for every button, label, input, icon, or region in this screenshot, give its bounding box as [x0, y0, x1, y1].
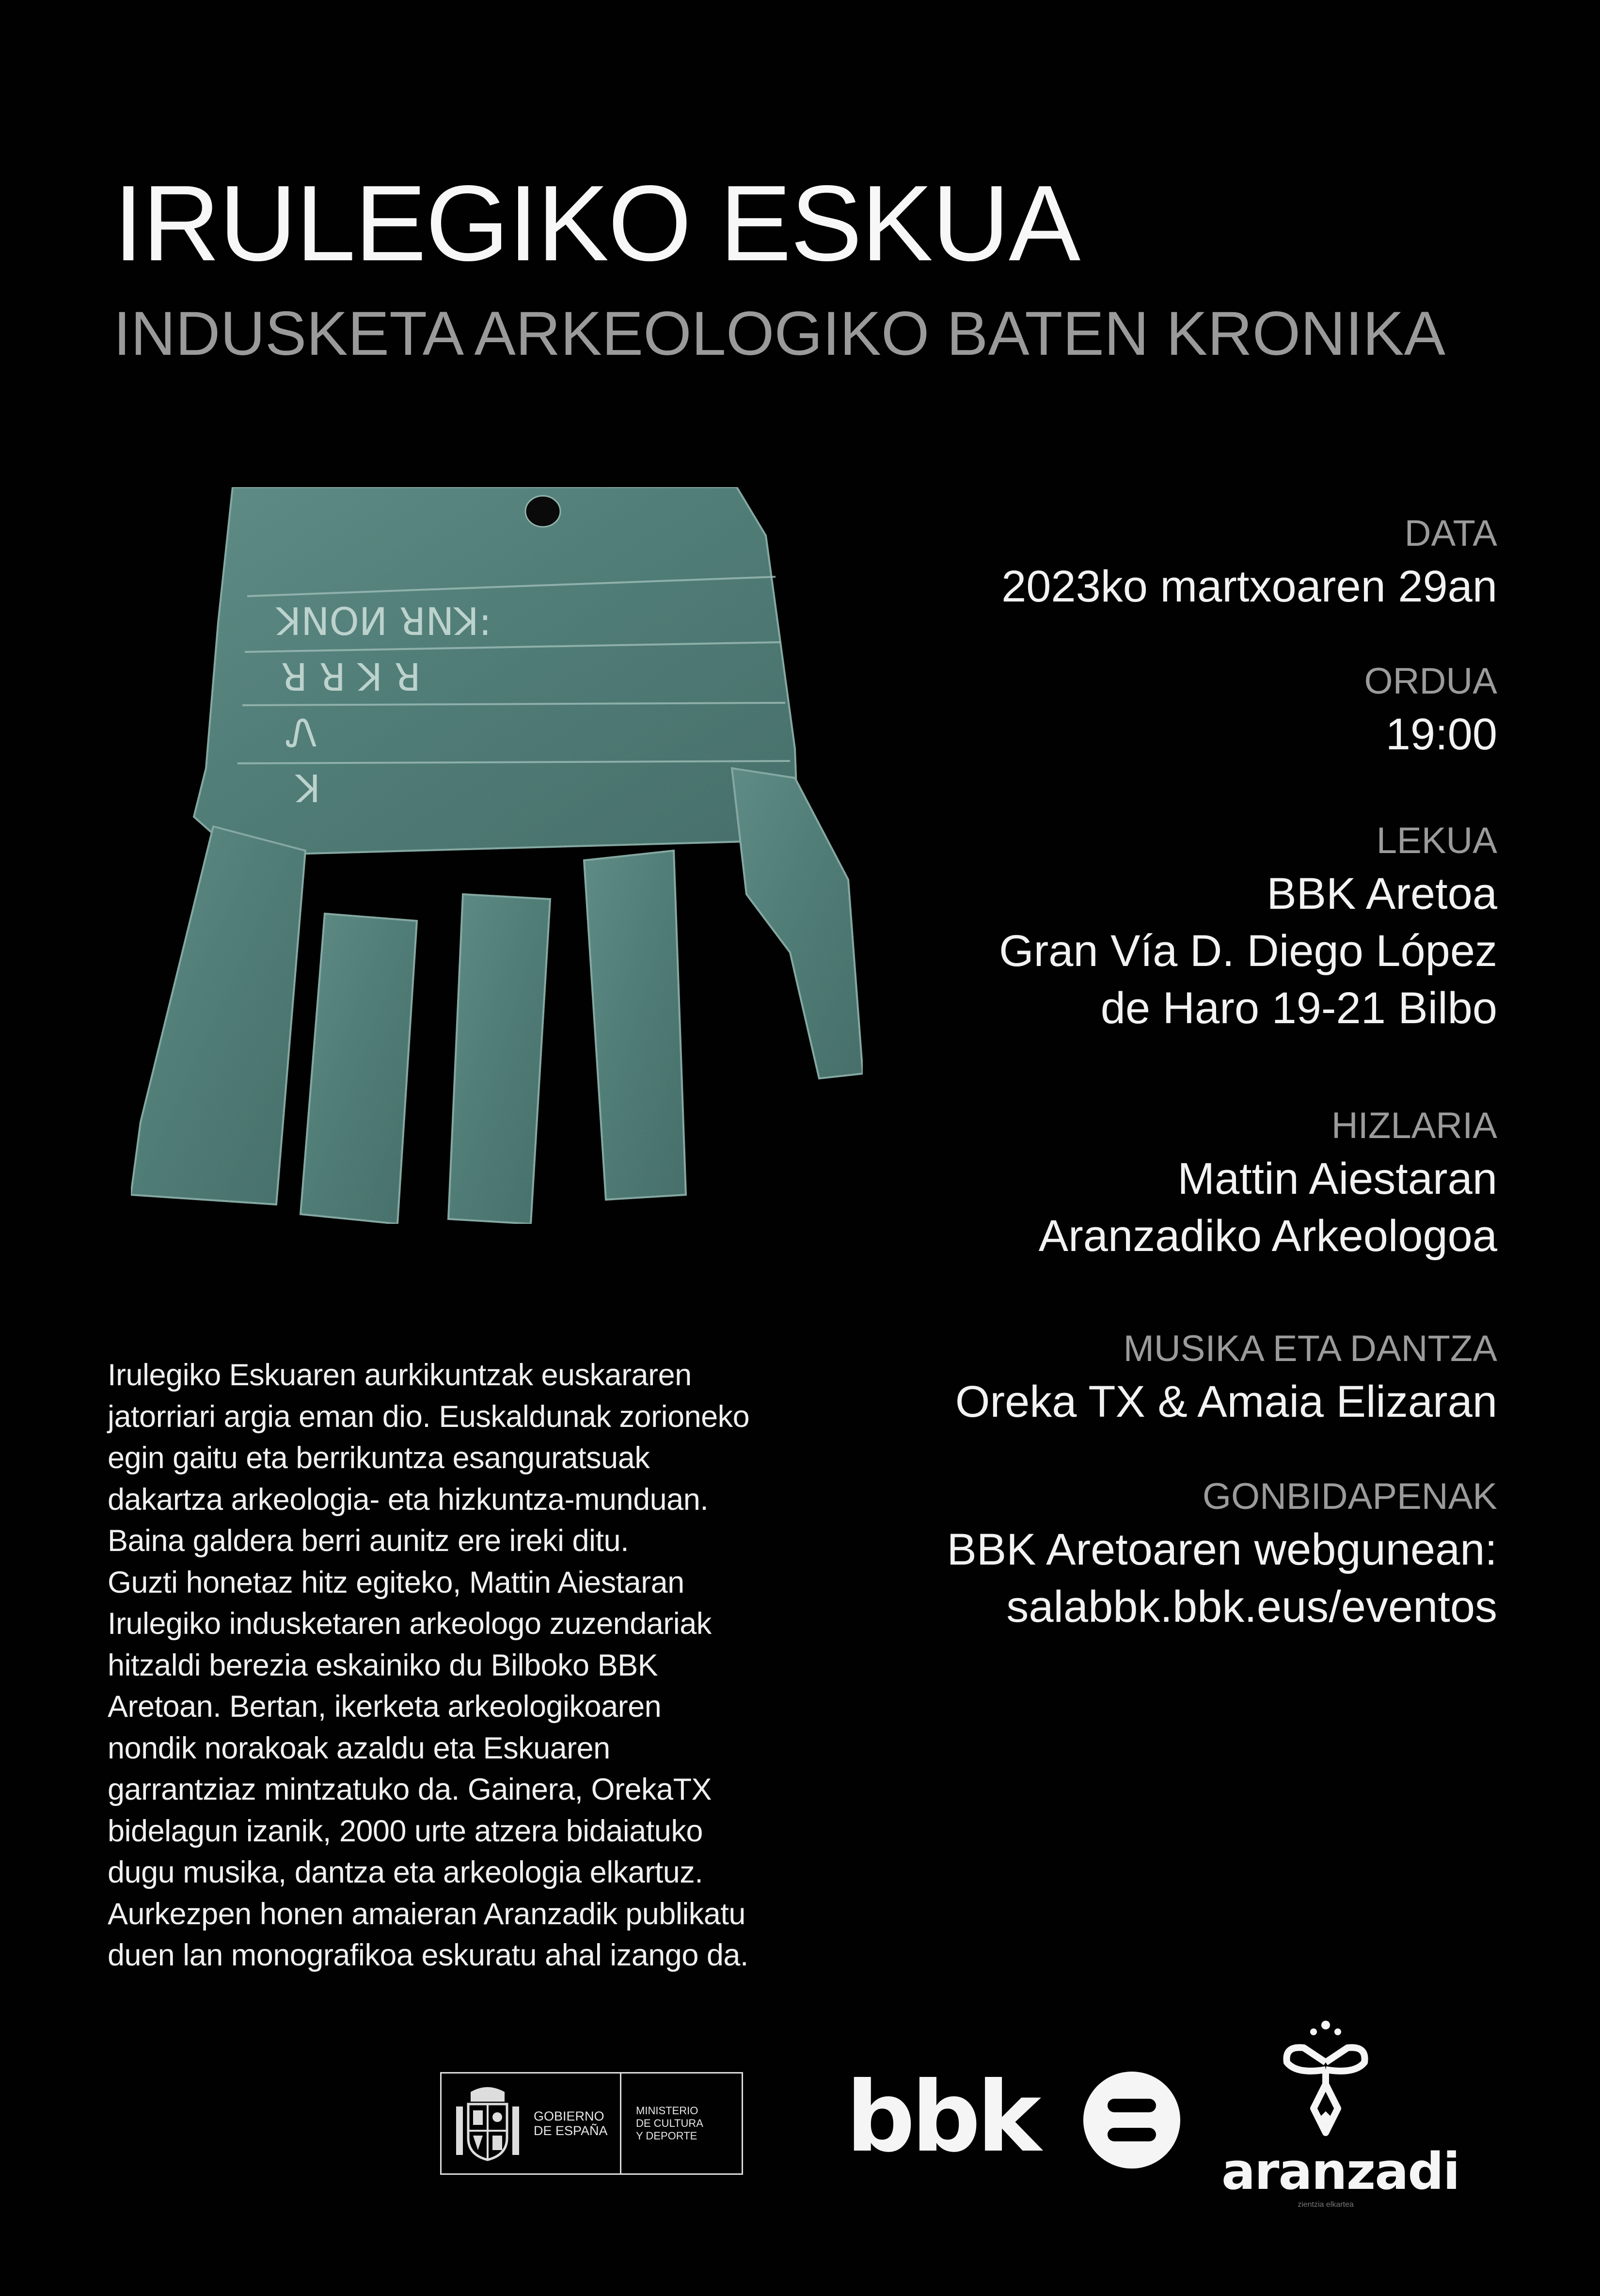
gonbidapenak-label: GONBIDAPENAK	[1202, 1476, 1497, 1517]
data-value: 2023ko martxoaren 29an	[1001, 562, 1497, 611]
description-line: nondik norakoak azaldu eta Eskuaren	[108, 1731, 610, 1765]
description-line: Aurkezpen honen amaieran Aranzadik publikatu	[108, 1897, 745, 1931]
coat-of-arms-icon	[451, 2082, 524, 2165]
description-line: dakartza arkeologia- eta hizkuntza-munduan.	[108, 1482, 709, 1517]
aranzadi-tagline: zientzia elkartea	[1298, 2201, 1354, 2209]
bbk-wordmark: bbk	[846, 2066, 1038, 2172]
inscription-line-1: ꓘNOИ ꓤNꓘ:	[276, 601, 492, 644]
description-line: jatorriari argia eman dio. Euskaldunak zorioneko	[108, 1399, 750, 1434]
logo-divider	[620, 2072, 621, 2175]
info-hizlaria	[770, 1105, 1497, 1265]
inscription-line-4: ꓘ	[296, 768, 321, 811]
description-line: dugu musika, dantza eta arkeologia elkartuz.	[108, 1855, 703, 1889]
description-line: Irulegiko indusketaren arkeologo zuzendariak	[108, 1607, 712, 1641]
ordua-value: 19:00	[1385, 710, 1497, 759]
ministerio-line-3: Y DEPORTE	[636, 2130, 697, 2142]
aranzadi-logo	[1221, 2016, 1459, 2210]
musika-label: MUSIKA ETA DANTZA	[1123, 1328, 1497, 1369]
description-line: Irulegiko Eskuaren aurkikuntzak euskararen	[108, 1358, 692, 1392]
hizlaria-line-2: Aranzadiko Arkeologoa	[1038, 1211, 1497, 1261]
ministerio-line-2: DE CULTURA	[636, 2117, 703, 2129]
ministerio-line-1: MINISTERIO	[636, 2105, 698, 2117]
lekua-label: LEKUA	[1376, 820, 1497, 861]
bbk-logo	[846, 2066, 1185, 2172]
hizlaria-line-1: Mattin Aiestaran	[1177, 1154, 1497, 1203]
lekua-line-1: BBK Aretoa	[1267, 869, 1497, 918]
ordua-label: ORDUA	[1364, 661, 1497, 702]
poster-title: IRULEGIKO ESKUA	[113, 163, 1080, 284]
aranzadi-emblem-icon	[1267, 2016, 1384, 2142]
info-musika	[770, 1330, 1497, 1430]
inscription-line-2: ꓤ ꓤ ꓘ ꓤ	[281, 656, 421, 700]
info-gonbidapenak	[770, 1478, 1497, 1635]
data-label: DATA	[1404, 513, 1497, 554]
description-line: garrantziaz mintzatuko da. Gainera, OrekaTX	[108, 1773, 712, 1806]
ministerio-text	[636, 2105, 703, 2142]
info-lekua	[770, 820, 1497, 1037]
musika-value: Oreka TX & Amaia Elizaran	[955, 1377, 1497, 1426]
description-line: hitzaldi berezia eskainiko du Bilboko BBK	[108, 1648, 658, 1682]
description-line: Baina galdera berri aunitz ere ireki ditu.	[108, 1524, 629, 1558]
description-line: egin gaitu eta berrikuntza esanguratsuak	[108, 1441, 650, 1475]
info-ordua	[770, 663, 1497, 763]
gonbidapenak-url[interactable]: salabbk.bbk.eus/eventos	[1006, 1582, 1497, 1631]
gobierno-logo	[440, 2072, 743, 2175]
description-line: bidelagun izanik, 2000 urte atzera bidaiatuko	[108, 1814, 703, 1848]
gobierno-text	[534, 2109, 611, 2138]
irulegi-hand-image	[121, 477, 877, 1234]
hizlaria-label: HIZLARIA	[1331, 1105, 1497, 1146]
poster-subtitle: INDUSKETA ARKEOLOGIKO BATEN KRONIKA	[113, 299, 1445, 368]
info-data	[770, 515, 1497, 615]
inscription-line-3: Ꮑ	[286, 712, 318, 756]
gonbidapenak-line-1: BBK Aretoaren webgunean:	[947, 1525, 1497, 1574]
description-line: Aretoan. Bertan, ikerketa arkeologikoaren	[108, 1690, 662, 1724]
aranzadi-wordmark: aranzadi	[1221, 2142, 1459, 2201]
lekua-line-2: Gran Vía D. Diego López	[999, 926, 1497, 976]
description	[108, 1355, 806, 1977]
gobierno-line-1: GOBIERNO	[534, 2109, 604, 2123]
description-line: duen lan monografikoa eskuratu ahal izango da.	[108, 1938, 748, 1972]
gobierno-line-2: DE ESPAÑA	[534, 2123, 608, 2138]
lekua-line-3: de Haro 19-21 Bilbo	[1100, 983, 1497, 1033]
description-line: Guzti honetaz hitz egiteko, Mattin Aiestaran	[108, 1565, 684, 1599]
